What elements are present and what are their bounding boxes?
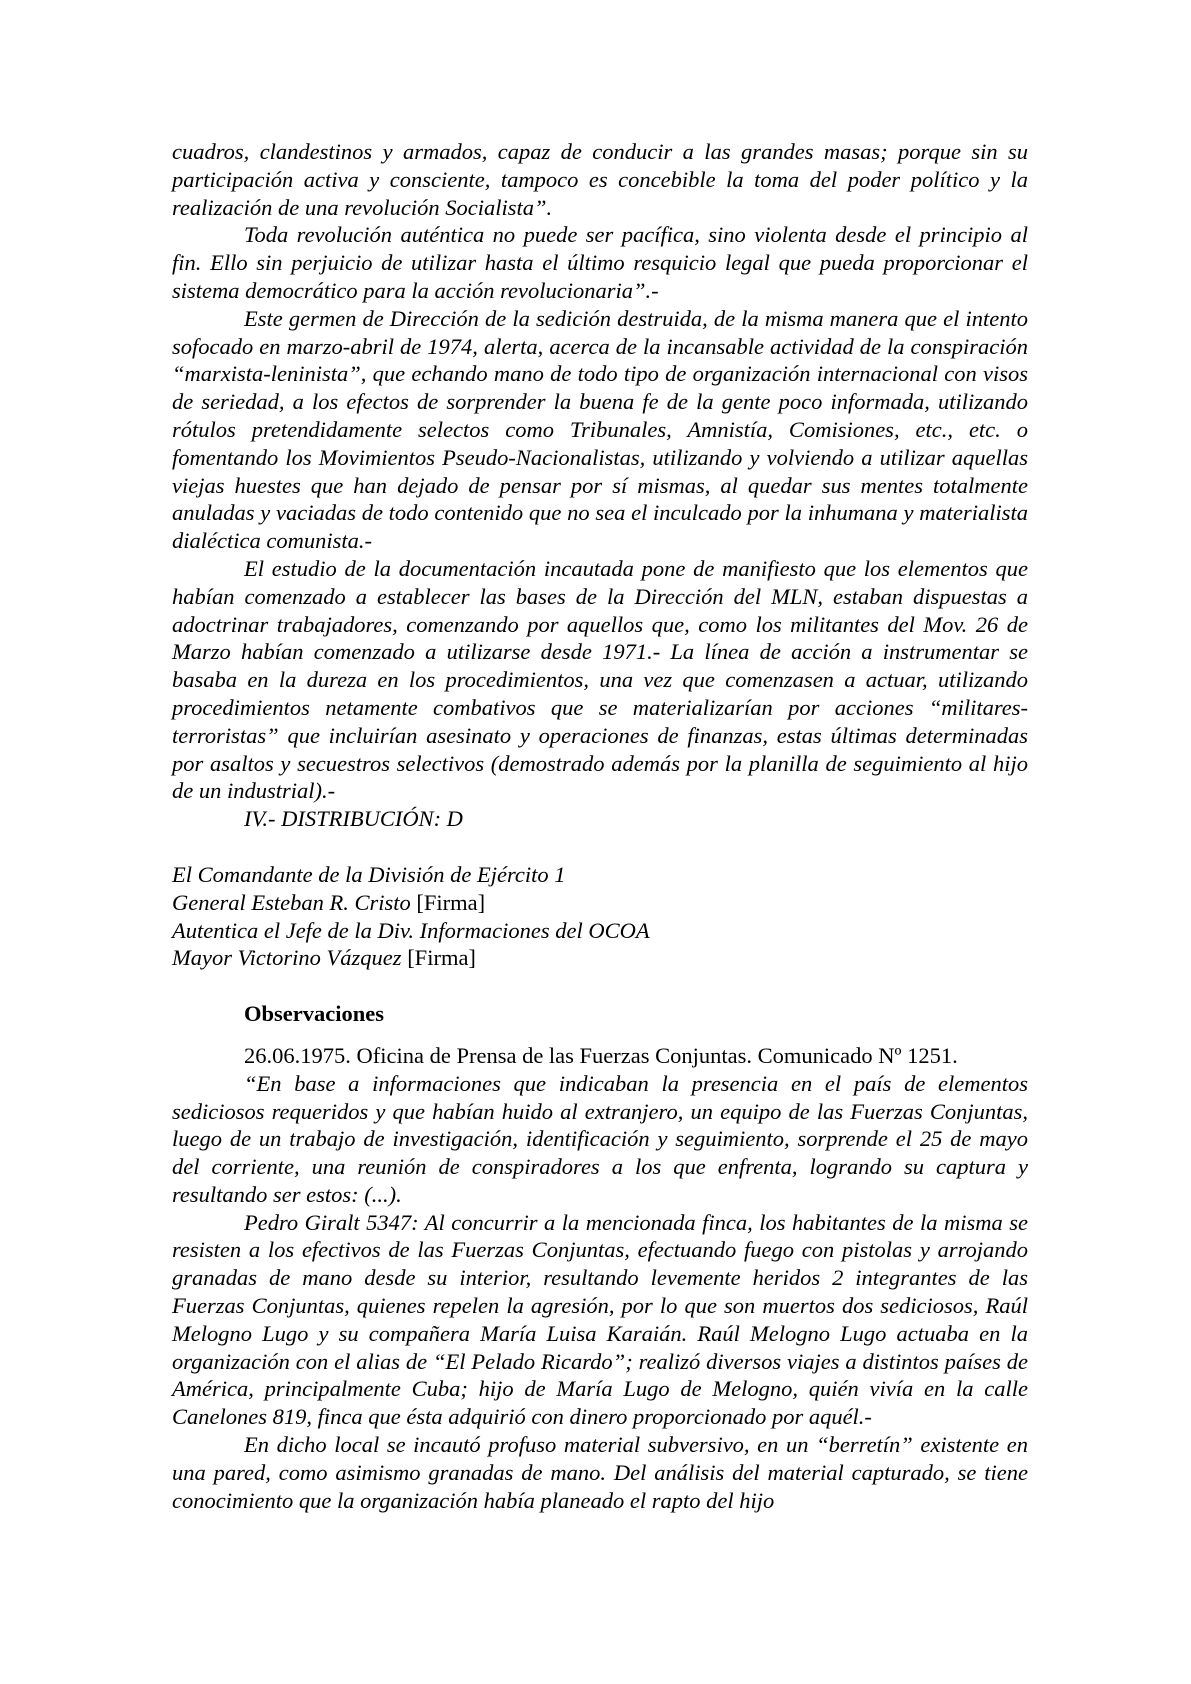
body-paragraph-2: Toda revolución auténtica no puede ser pacífica, sino violenta desde el principio al fin. Ello sin perjuicio de utilizar hasta el último resquicio legal que pueda proporcionar el sistema democrático para la acción revolucionaria”.- [172, 222, 1028, 303]
body-paragraph-4: El estudio de la documentación incautada pone de manifiesto que los elementos que habían comenzado a establecer las bases de la Dirección del MLN, estaban dispuestas a adoctrinar trabajadores, comenzando por aquellos que, como los militantes del Mov. 26 de Marzo habían comenzado a utilizarse desde 1971.- La línea de acción a instrumentar se basaba en la dureza en los procedimientos, una vez que comenzasen a actuar, utilizando procedimientos netamente combativos que se materializarían por acciones “militares-terroristas” que incluirían asesinato y operaciones de finanzas, estas últimas determinadas por asaltos y secuestros selectivos (demostrado además por la planilla de seguimiento al hijo de un industrial).- [172, 555, 1028, 804]
signature-line-2 [172, 889, 1028, 917]
document-page [172, 138, 1028, 1514]
signature-block [172, 861, 1028, 972]
body-paragraph-1: cuadros, clandestinos y armados, capaz de conducir a las grandes masas; porque sin su participación activa y consciente, tampoco es concebible la toma del poder político y la realización de una revolución Socialista”. [172, 139, 1028, 220]
signature-note: [Firma] [410, 889, 486, 915]
observation-paragraph-2: Pedro Giralt 5347: Al concurrir a la mencionada finca, los habitantes de la misma se resisten a los efectivos de las Fuerzas Conjuntas, efectuando fuego con pistolas y arrojando granadas de mano desde su interior, resultando levemente heridos 2 integrantes de las Fuerzas Conjuntas, quienes repelen la agresión, por lo que son muertos dos sediciosos, Raúl Melogno Lugo y su compañera María Luisa Karaián. Raúl Melogno Lugo actuaba en la organización con el alias de “El Pelado Ricardo”; realizó diversos viajes a distintos países de América, principalmente Cuba; hijo de María Lugo de Melogno, quién vivía en la calle Canelones 819, finca que ésta adquirió con dinero proporcionado por aquél.- [172, 1209, 1028, 1430]
signature-line-4 [172, 944, 1028, 972]
signature-text: General Esteban R. Cristo [172, 889, 411, 915]
spacer [172, 1028, 1028, 1042]
signature-text: Mayor Victorino Vázquez [172, 945, 402, 971]
signature-text: El Comandante de la División de Ejército 1 [172, 861, 566, 887]
observation-paragraph-1: “En base a informaciones que indicaban la presencia en el país de elementos sediciosos requeridos y que habían huido al extranjero, un equipo de las Fuerzas Conjuntas, luego de un trabajo de investigación, identificación y seguimiento, sorprende el 25 de mayo del corriente, una reunión de conspiradores a los que enfrenta, logrando su captura y resultando ser estos: (...). [172, 1070, 1028, 1207]
signature-text: Autentica el Jefe de la Div. Informaciones del OCOA [172, 917, 650, 943]
communique-date-line: 26.06.1975. Oficina de Prensa de las Fuerzas Conjuntas. Comunicado Nº 1251. [244, 1042, 958, 1068]
signature-line-1 [172, 861, 1028, 889]
distribution-line: IV.- DISTRIBUCIÓN: D [244, 806, 463, 832]
signature-line-3 [172, 917, 1028, 945]
spacer [172, 833, 1028, 861]
observations-heading: Observaciones [244, 1001, 384, 1027]
body-paragraph-3: Este germen de Dirección de la sedición destruida, de la misma manera que el intento sofocado en marzo-abril de 1974, alerta, acerca de la incansable actividad de la conspiración “marxista-leninista”, que echando mano de todo tipo de organización internacional con visos de seriedad, a los efectos de sorprender la buena fe de la gente poco informada, utilizando rótulos pretendidamente selectos como Tribunales, Amnistía, Comisiones, etc., etc. o fomentando los Movimientos Pseudo-Nacionalistas, utilizando y volviendo a utilizar aquellas viejas huestes que han dejado de pensar por sí mismas, al quedar sus mentes totalmente anuladas y vaciadas de todo contenido que no sea el inculcado por la inhumana y materialista dialéctica comunista.- [172, 305, 1028, 554]
spacer [172, 972, 1028, 1000]
signature-note: [Firma] [401, 945, 476, 971]
observation-paragraph-3: En dicho local se incautó profuso material subversivo, en un “berretín” existente en una pared, como asimismo granadas de mano. Del análisis del material capturado, se tiene conocimiento que la organización había planeado el rapto del hijo [172, 1432, 1028, 1513]
